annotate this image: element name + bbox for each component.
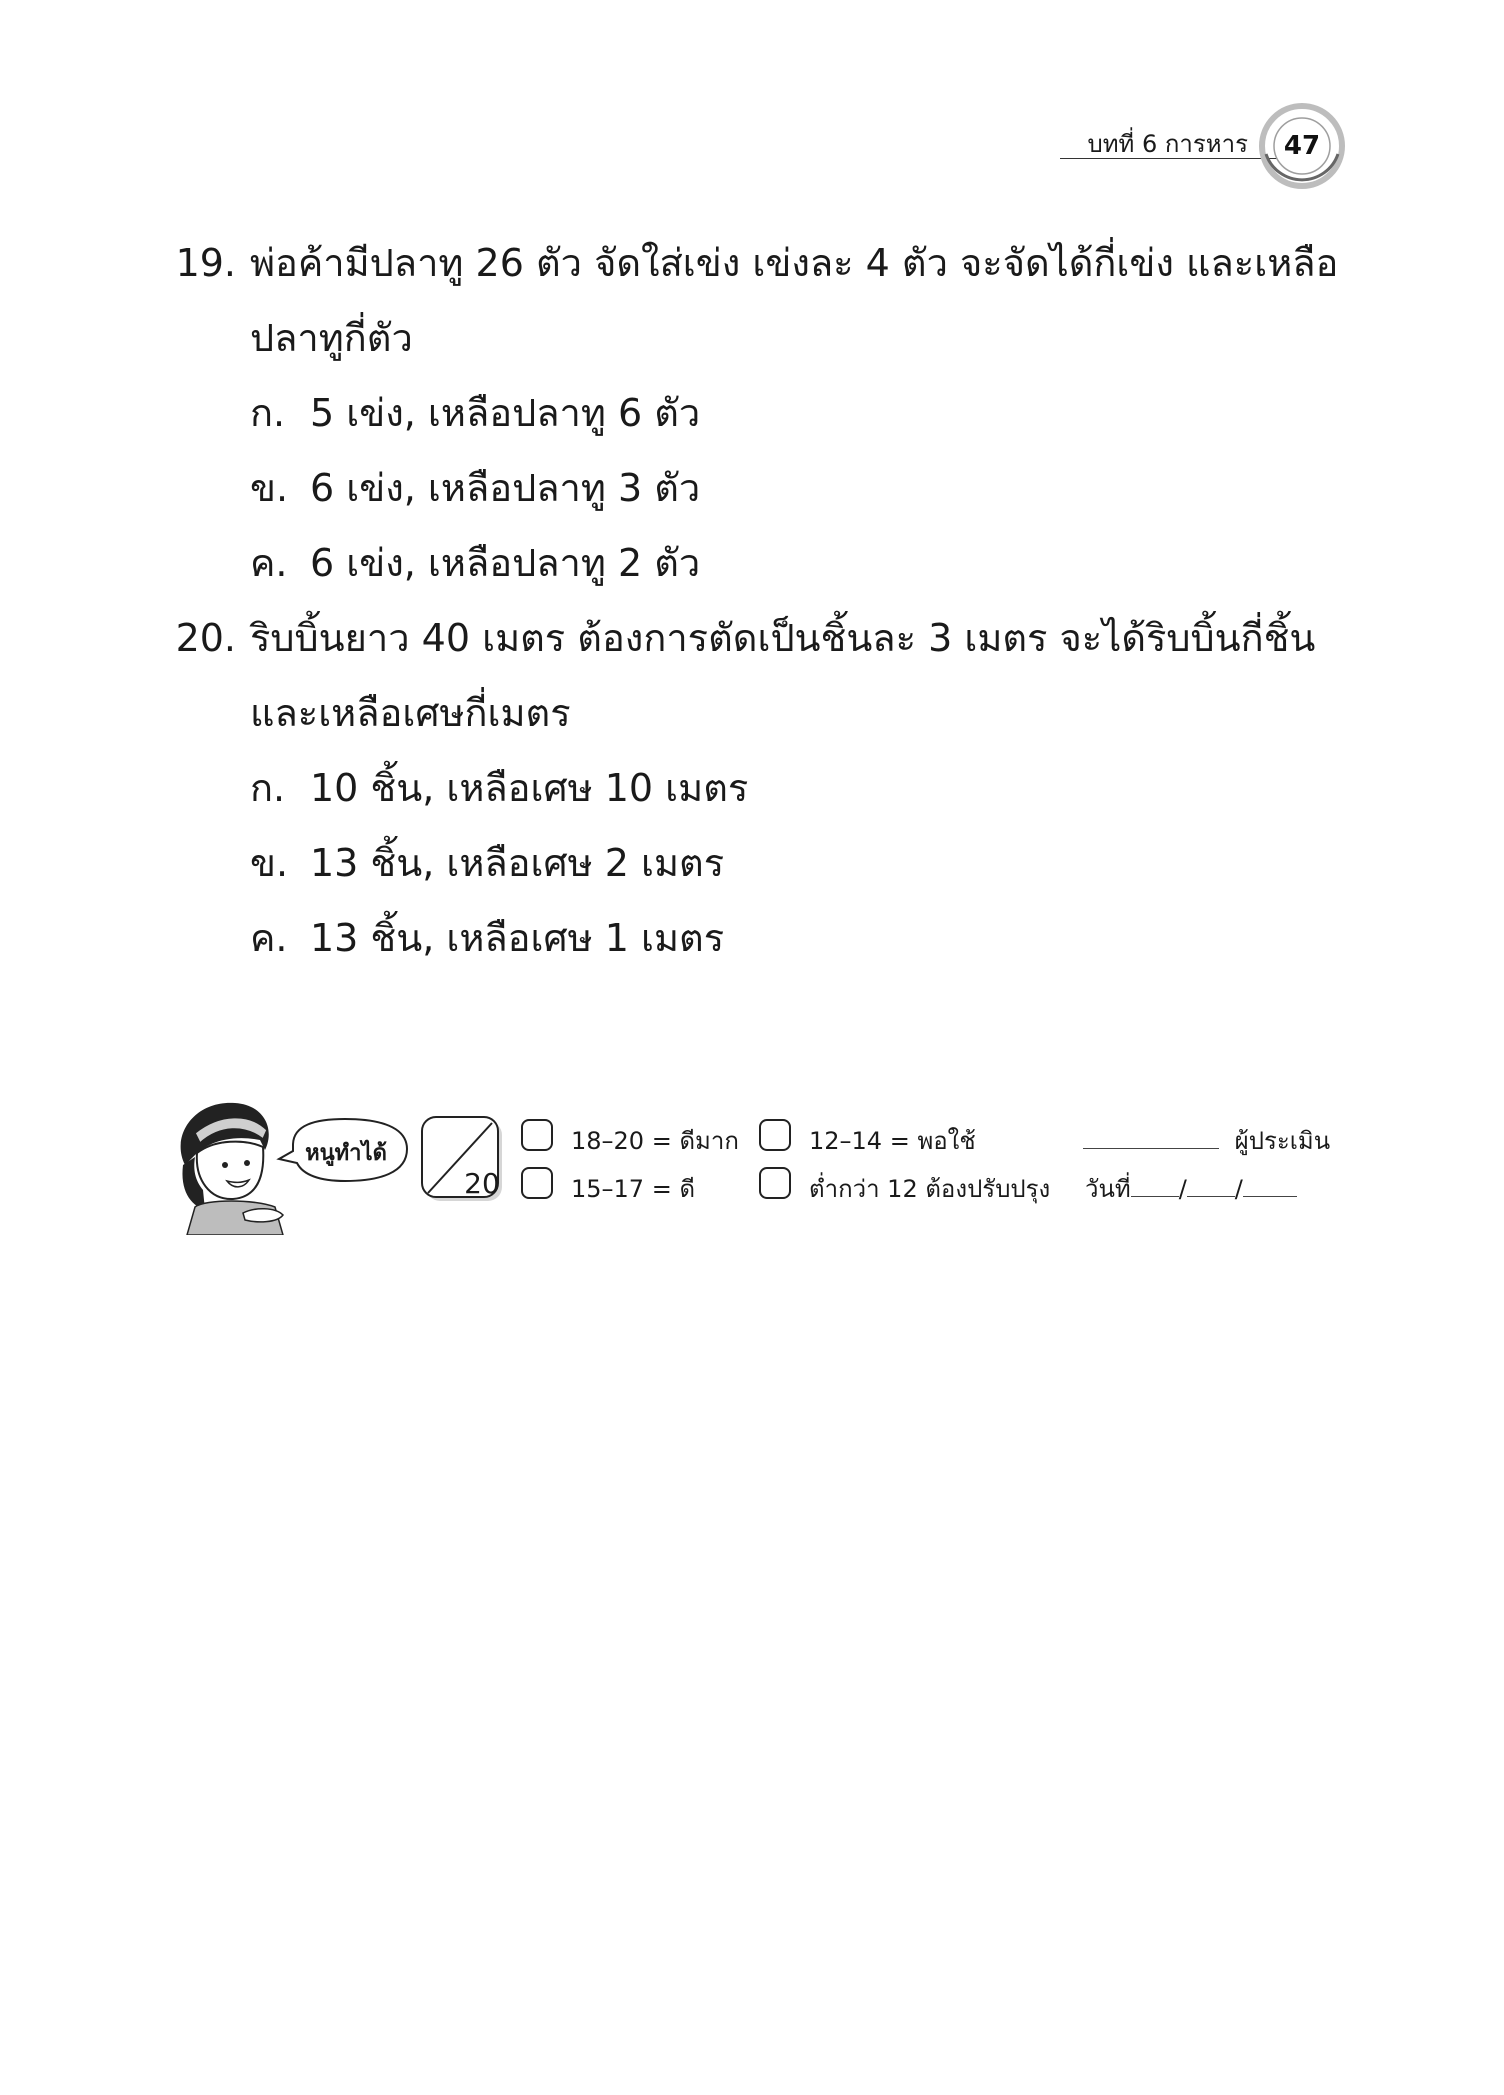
option-text: 13 ชิ้น, เหลือเศษ 2 เมตร xyxy=(310,841,725,885)
date-field xyxy=(1085,1169,1297,1208)
criteria-checkbox[interactable] xyxy=(521,1167,553,1199)
assessor-field xyxy=(1083,1121,1330,1160)
option-text: 6 เข่ง, เหลือปลาทู 3 ตัว xyxy=(310,466,701,510)
option-letter: ค. xyxy=(250,541,288,585)
answer-option-a[interactable] xyxy=(160,376,1370,451)
assessor-signature-line[interactable] xyxy=(1083,1128,1219,1149)
criteria-checkbox[interactable] xyxy=(521,1119,553,1151)
question-20 xyxy=(160,601,1370,976)
option-letter: ก. xyxy=(250,766,286,810)
option-letter: ก. xyxy=(250,391,286,435)
option-letter: ข. xyxy=(250,841,289,885)
option-text: 10 ชิ้น, เหลือเศษ 10 เมตร xyxy=(310,766,749,810)
answer-option-a[interactable] xyxy=(160,751,1370,826)
answer-option-c[interactable] xyxy=(160,526,1370,601)
criteria-checkbox[interactable] xyxy=(759,1167,791,1199)
question-text-continued: ปลาทูกี่ตัว xyxy=(250,316,413,360)
criteria-label: 15–17 = ดี xyxy=(571,1175,696,1203)
answer-option-b[interactable] xyxy=(160,826,1370,901)
criteria-label: ต่ำกว่า 12 ต้องปรับปรุง xyxy=(809,1175,1051,1203)
option-text: 5 เข่ง, เหลือปลาทู 6 ตัว xyxy=(310,391,701,435)
date-month-line[interactable] xyxy=(1187,1176,1235,1197)
chapter-title: บทที่ 6 การหาร xyxy=(1087,130,1248,158)
assessor-label: ผู้ประเมิน xyxy=(1234,1127,1331,1155)
bubble-label: หนูทำได้ xyxy=(305,1141,387,1166)
criteria-label: 18–20 = ดีมาก xyxy=(571,1127,739,1155)
question-list xyxy=(160,226,1370,976)
question-text: พ่อค้ามีปลาทู 26 ตัว จัดใส่เข่ง เข่งละ 4 ตัว จะจัดได้กี่เข่ง และเหลือ xyxy=(250,241,1339,285)
criteria-label: 12–14 = พอใช้ xyxy=(809,1127,976,1155)
option-letter: ข. xyxy=(250,466,289,510)
question-19 xyxy=(160,226,1370,601)
question-number: 19. xyxy=(175,241,236,285)
date-year-line[interactable] xyxy=(1243,1176,1297,1197)
option-letter: ค. xyxy=(250,916,288,960)
question-text: ริบบิ้นยาว 40 เมตร ต้องการตัดเป็นชิ้นละ 3 เมตร จะได้ริบบิ้นกี่ชิ้น xyxy=(250,616,1316,660)
option-text: 13 ชิ้น, เหลือเศษ 1 เมตร xyxy=(310,916,725,960)
header-rule xyxy=(1060,158,1290,159)
question-number: 20. xyxy=(175,616,236,660)
criteria-checkbox[interactable] xyxy=(759,1119,791,1151)
date-label: วันที่ xyxy=(1085,1175,1131,1203)
score-max: 20 xyxy=(464,1167,500,1200)
date-separator: / xyxy=(1178,1175,1187,1203)
self-assessment xyxy=(165,1095,1345,1245)
question-text-continued: และเหลือเศษกี่เมตร xyxy=(250,691,571,735)
option-text: 6 เข่ง, เหลือปลาทู 2 ตัว xyxy=(310,541,701,585)
date-separator: / xyxy=(1234,1175,1243,1203)
answer-option-b[interactable] xyxy=(160,451,1370,526)
answer-option-c[interactable] xyxy=(160,901,1370,976)
date-day-line[interactable] xyxy=(1131,1176,1179,1197)
page-header xyxy=(1000,100,1360,190)
page-number: 47 xyxy=(1283,131,1321,161)
